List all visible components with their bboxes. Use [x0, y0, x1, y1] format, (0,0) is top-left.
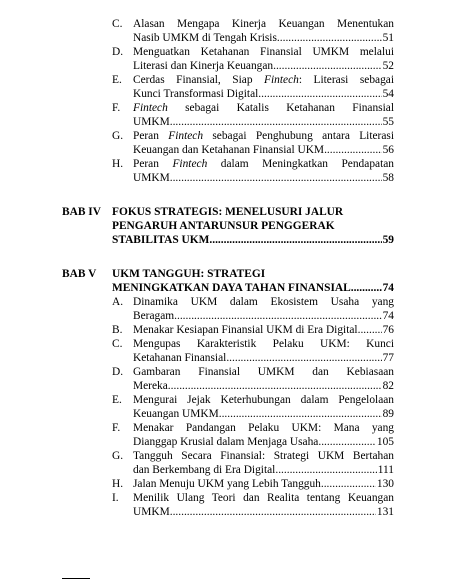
- page-number: 52: [382, 60, 394, 72]
- leader-dots: [209, 233, 381, 247]
- page-number: 76: [382, 324, 394, 336]
- entry-title-cont: UMKM: [133, 172, 170, 184]
- page-number: 131: [376, 506, 394, 518]
- leader-dots: [318, 435, 376, 449]
- toc-entry[interactable]: [133, 323, 394, 337]
- entry-letter: A.: [112, 296, 124, 308]
- entry-title: Menakar Kesiapan Finansial UKM di Era Digital: [133, 324, 358, 336]
- entry-letter: E.: [112, 394, 122, 406]
- leader-dots: [219, 407, 382, 421]
- toc-chapter-entry[interactable]: [112, 281, 394, 295]
- leader-dots: [174, 309, 381, 323]
- chapter-title-cont: PENGARUH ANTARUNSUR PENGGERAK: [112, 220, 335, 232]
- entry-letter: C.: [112, 338, 123, 350]
- leader-dots: [321, 477, 376, 491]
- entry-letter: H.: [112, 158, 124, 170]
- entry-title-cont: Kunci Transformasi Digital: [133, 88, 259, 100]
- page-number: 54: [382, 88, 394, 100]
- entry-title: Menilik Ulang Teori dan Realita tentang Keuangan: [133, 492, 394, 504]
- entry-title: Jalan Menuju UKM yang Lebih Tangguh: [133, 478, 321, 490]
- entry-title: Menakar Pandangan Pelaku UKM: Mana yang: [133, 422, 394, 434]
- leader-dots: [277, 31, 382, 45]
- leader-dots: [275, 463, 376, 477]
- page-number: 82: [382, 380, 394, 392]
- entry-title-cont: Keuangan dan Ketahanan Finansial UKM: [133, 144, 325, 156]
- leader-dots: [351, 281, 382, 295]
- chapter-title: UKM TANGGUH: STRATEGI: [112, 268, 266, 280]
- entry-title: Cerdas Finansial, Siap Fintech: Literasi sebagai: [133, 74, 394, 86]
- toc-entry[interactable]: [133, 407, 394, 421]
- toc-entry[interactable]: [133, 463, 394, 477]
- entry-title-cont: Nasib UMKM di Tengah Krisis: [133, 32, 277, 44]
- toc-chapter-entry[interactable]: [112, 233, 394, 247]
- entry-letter: G.: [112, 130, 124, 142]
- toc-entry[interactable]: [133, 505, 394, 519]
- entry-letter: D.: [112, 366, 124, 378]
- entry-title-cont: Literasi dan Kinerja Keuangan: [133, 60, 274, 72]
- entry-letter: H.: [112, 478, 124, 490]
- entry-title-cont: Ketahanan Finansial: [133, 352, 227, 364]
- leader-dots: [168, 379, 382, 393]
- entry-title: Gambaran Finansial UMKM dan Kebiasaan: [133, 366, 394, 378]
- page-number: 51: [382, 32, 394, 44]
- entry-title: Menguatkan Ketahanan Finansial UMKM melalui: [133, 46, 394, 58]
- page-number: 89: [382, 408, 394, 420]
- toc-entry[interactable]: [133, 309, 394, 323]
- leader-dots: [358, 323, 382, 337]
- entry-title: Dinamika UKM dalam Ekosistem Usaha yang: [133, 296, 394, 308]
- chapter-label: BAB V: [62, 268, 97, 280]
- leader-dots: [273, 59, 382, 73]
- toc-entry[interactable]: [133, 31, 394, 45]
- leader-dots: [324, 143, 382, 157]
- entry-title: Peran Fintech dalam Meningkatkan Pendapatan: [133, 158, 394, 170]
- chapter-title-cont: STABILITAS UKM: [112, 234, 210, 246]
- toc-entry[interactable]: [133, 379, 394, 393]
- entry-letter: F.: [112, 422, 121, 434]
- page-number: 59: [382, 234, 394, 246]
- entry-letter: I.: [112, 492, 119, 504]
- leader-dots: [170, 115, 382, 129]
- leader-dots: [170, 505, 376, 519]
- toc-entry[interactable]: [133, 171, 394, 185]
- leader-dots: [170, 171, 382, 185]
- leader-dots: [258, 87, 381, 101]
- entry-letter: C.: [112, 18, 123, 30]
- entry-title: Peran Fintech sebagai Penghubung antara Literasi: [133, 130, 394, 142]
- entry-title: Mengupas Karakteristik Pelaku UKM: Kunci: [133, 338, 394, 350]
- toc-entry[interactable]: [133, 477, 394, 491]
- page-number: 74: [382, 282, 394, 294]
- entry-title: Tangguh Secara Finansial: Strategi UKM Bertahan: [133, 450, 394, 462]
- page-number: 130: [376, 478, 394, 490]
- entry-letter: F.: [112, 102, 121, 114]
- entry-title-cont: UMKM: [133, 506, 170, 518]
- leader-dots: [226, 351, 381, 365]
- page-number: 58: [382, 172, 394, 184]
- entry-title-cont: Mereka: [133, 380, 168, 392]
- entry-title-cont: dan Berkembang di Era Digital: [133, 464, 276, 476]
- page-number: 74: [382, 310, 394, 322]
- toc-entry[interactable]: [133, 59, 394, 73]
- toc-entry[interactable]: [133, 435, 394, 449]
- entry-title-cont: Dianggap Krusial dalam Menjaga Usaha: [133, 436, 319, 448]
- page-number: 105: [376, 436, 394, 448]
- page-number: 55: [382, 116, 394, 128]
- entry-title: Mengurai Jejak Keterhubungan dalam Pengelolaan: [133, 394, 394, 406]
- chapter-title-cont: MENINGKATKAN DAYA TAHAN FINANSIAL: [112, 282, 351, 294]
- entry-letter: G.: [112, 450, 124, 462]
- chapter-label: BAB IV: [62, 206, 101, 218]
- page-number: 56: [382, 144, 394, 156]
- entry-title-cont: Beragam: [133, 310, 175, 322]
- toc-entry[interactable]: [133, 115, 394, 129]
- entry-title-cont: Keuangan UMKM: [133, 408, 219, 420]
- entry-letter: B.: [112, 324, 123, 336]
- entry-letter: D.: [112, 46, 124, 58]
- page-number: 111: [377, 464, 394, 476]
- entry-letter: E.: [112, 74, 122, 86]
- footer-divider: [62, 578, 90, 579]
- toc-entry[interactable]: [133, 143, 394, 157]
- page-number: 77: [382, 352, 394, 364]
- entry-title-cont: UMKM: [133, 116, 170, 128]
- toc-entry[interactable]: [133, 87, 394, 101]
- entry-title: Fintech sebagai Katalis Ketahanan Finansial: [133, 102, 394, 114]
- toc-entry[interactable]: [133, 351, 394, 365]
- chapter-title: FOKUS STRATEGIS: MENELUSURI JALUR: [112, 206, 344, 218]
- entry-title: Alasan Mengapa Kinerja Keuangan Menentukan: [133, 18, 394, 30]
